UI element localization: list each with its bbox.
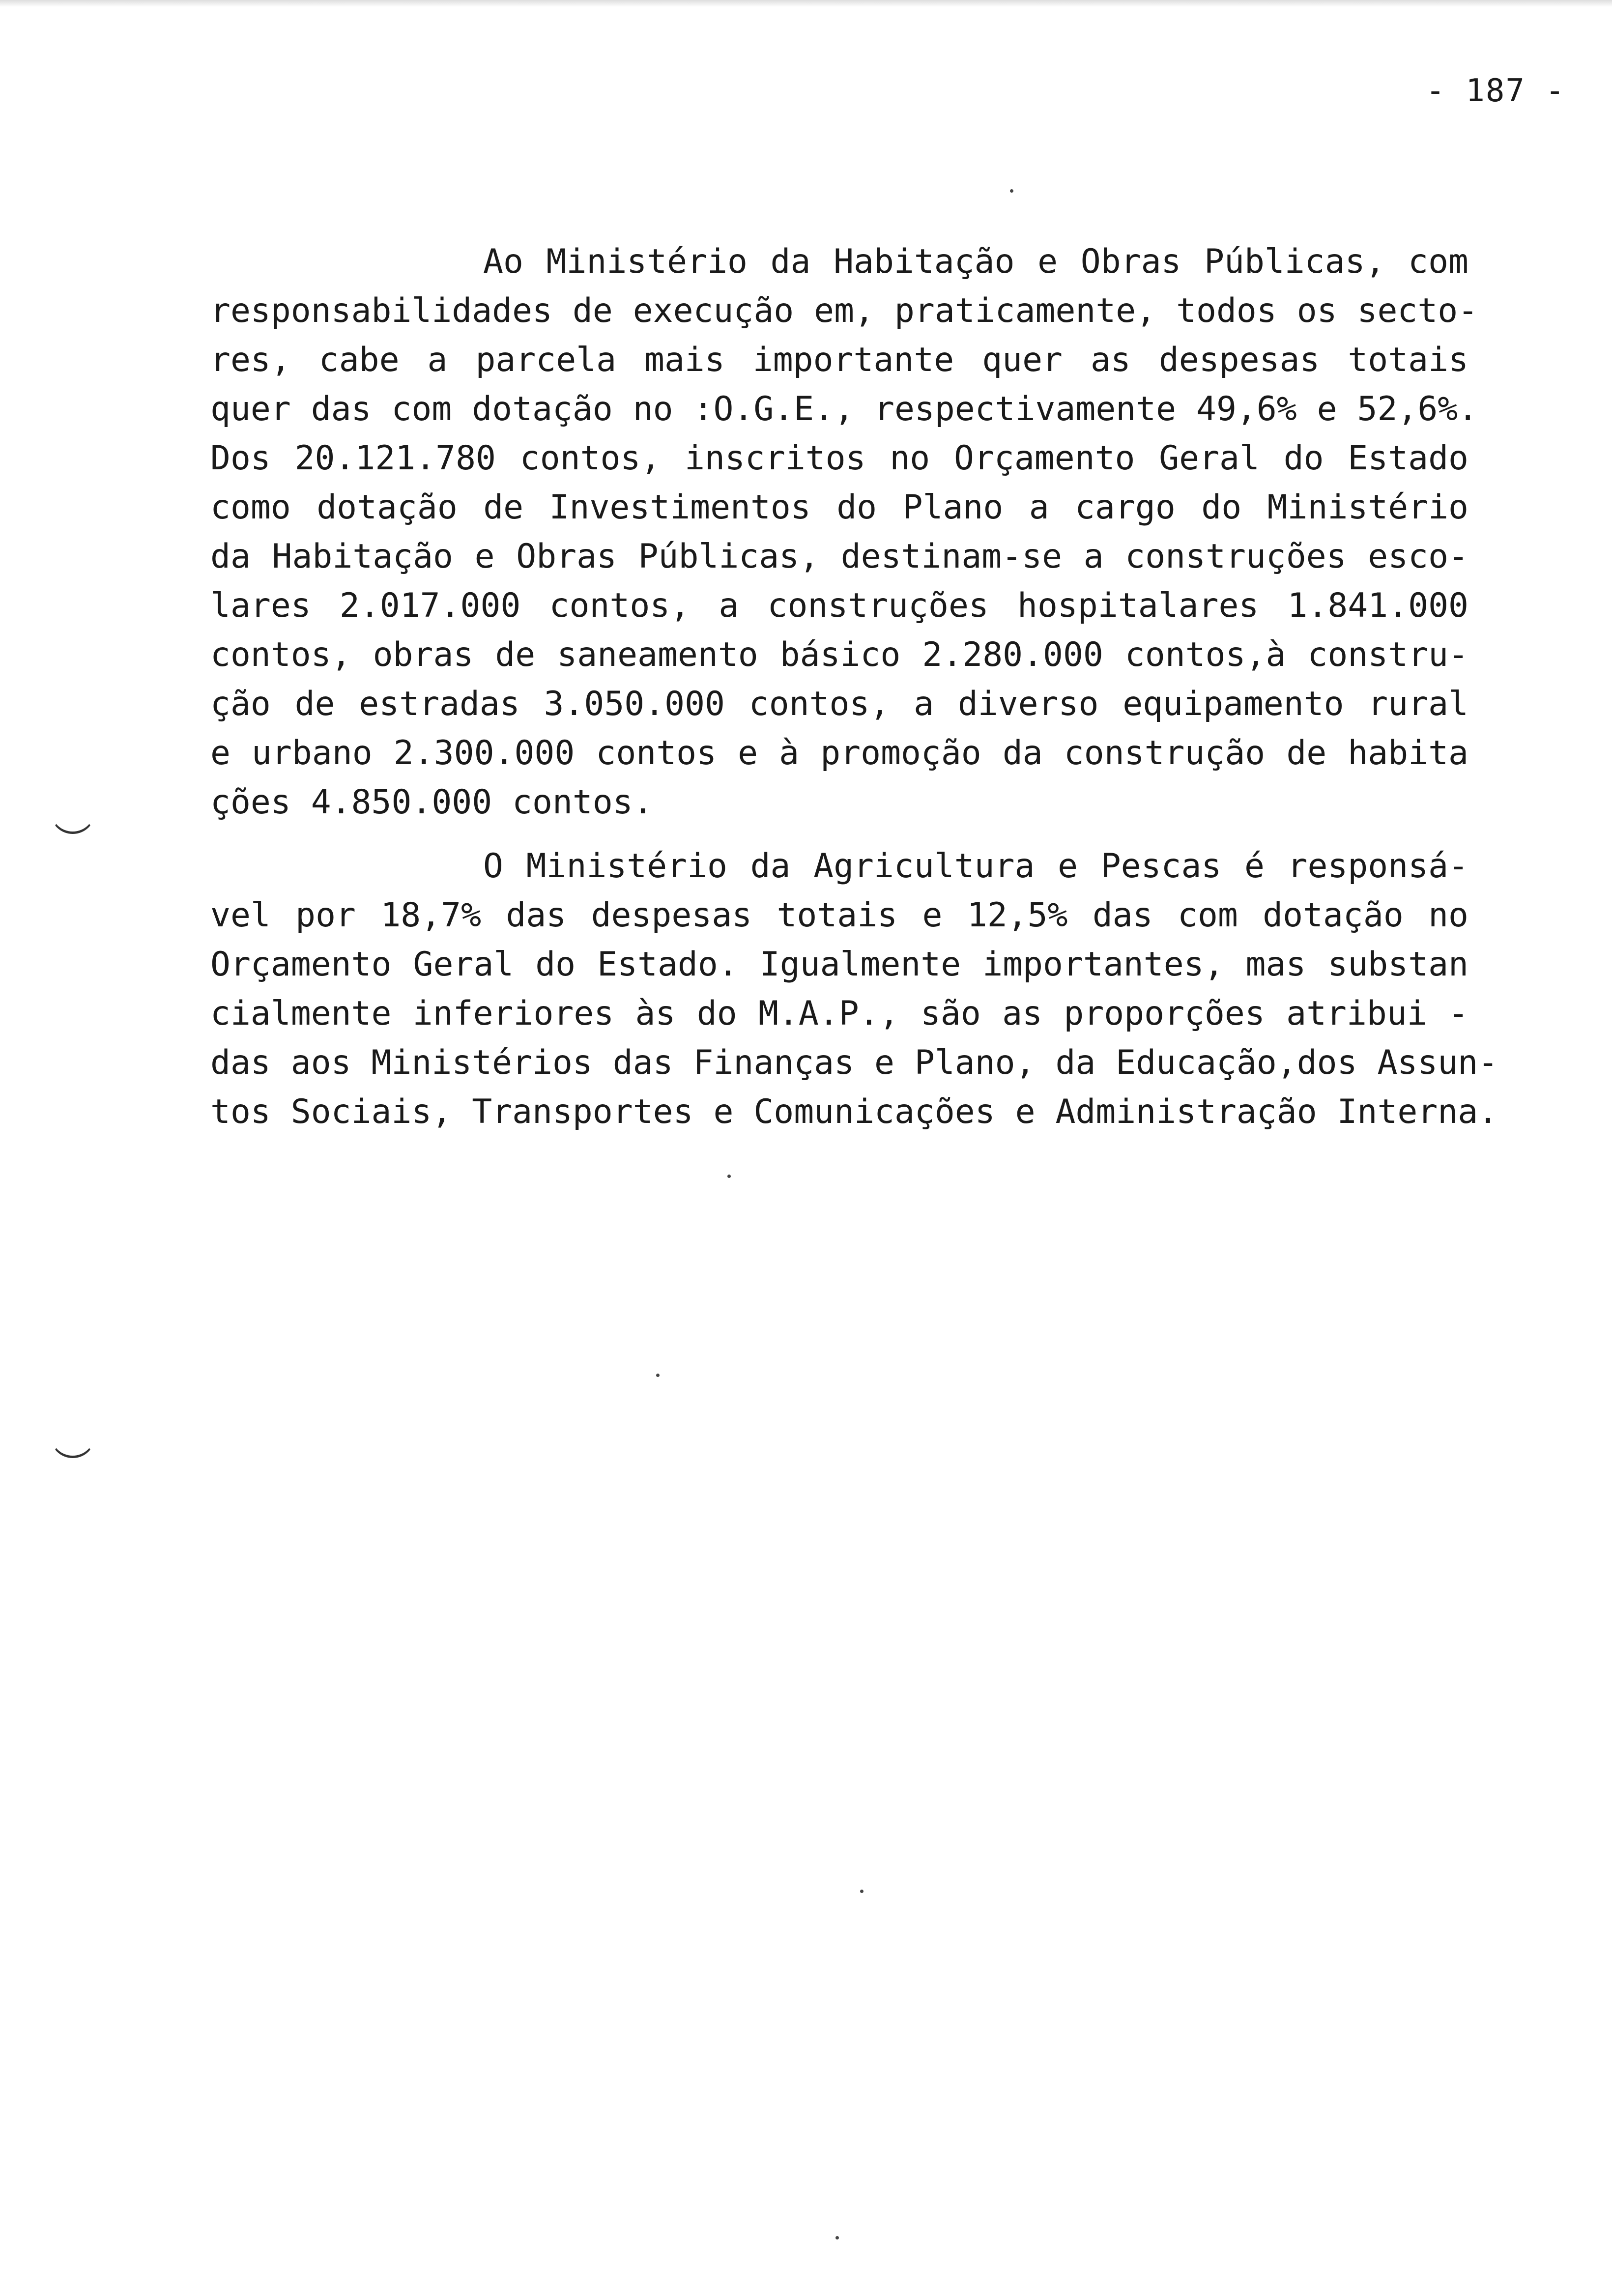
scan-speck: [1010, 189, 1013, 193]
paragraph-1-line-6: como dotação de Investimentos do Plano a cargo do Ministério: [210, 488, 1468, 527]
page-number: - 187 -: [1426, 73, 1565, 109]
paragraph-1-line-2: responsabilidades de execução em, praticamente, todos os secto-: [210, 291, 1478, 330]
paragraph-1-line-10: ção de estradas 3.050.000 contos, a diverso equipamento rural: [210, 685, 1468, 723]
paragraph-1-line-5: Dos 20.121.780 contos, inscritos no Orçamento Geral do Estado: [210, 439, 1468, 478]
binding-mark-lower: [50, 1435, 95, 1458]
paragraph-1-line-7: da Habitação e Obras Públicas, destinam-se a construções esco-: [210, 537, 1468, 576]
paragraph-1-line-1: Ao Ministério da Habitação e Obras Públicas, com: [483, 242, 1468, 281]
paragraph-2-line-3: Orçamento Geral do Estado. Igualmente importantes, mas substan: [210, 945, 1468, 984]
paragraph-2-line-6: tos Sociais, Transportes e Comunicações e Administração Interna.: [210, 1092, 1498, 1131]
paragraph-1-line-12: ções 4.850.000 contos.: [210, 783, 653, 822]
paragraph-2-line-1: O Ministério da Agricultura e Pescas é responsá-: [483, 847, 1468, 886]
binding-mark-upper: [50, 811, 95, 834]
paragraph-1-line-11: e urbano 2.300.000 contos e à promoção da construção de habita: [210, 734, 1468, 773]
paragraph-1-line-3: res, cabe a parcela mais importante quer as despesas totais: [210, 341, 1468, 379]
scan-top-edge: [0, 0, 1612, 7]
paragraph-1-line-8: lares 2.017.000 contos, a construções hospitalares 1.841.000: [210, 586, 1468, 625]
paragraph-2-line-5: das aos Ministérios das Finanças e Plano, da Educação,dos Assun-: [210, 1043, 1498, 1082]
paragraph-1-line-4: quer das com dotação no :O.G.E., respectivamente 49,6% e 52,6%.: [210, 390, 1478, 429]
paragraph-2-line-2: vel por 18,7% das despesas totais e 12,5% das com dotação no: [210, 896, 1468, 935]
scan-speck: [835, 2236, 839, 2239]
scan-speck: [656, 1374, 660, 1377]
scan-speck: [860, 1890, 864, 1893]
scan-speck: [727, 1175, 731, 1178]
paragraph-2-line-4: cialmente inferiores às do M.A.P., são as proporções atribui -: [210, 994, 1468, 1033]
paragraph-1-line-9: contos, obras de saneamento básico 2.280.000 contos,à constru-: [210, 635, 1468, 674]
